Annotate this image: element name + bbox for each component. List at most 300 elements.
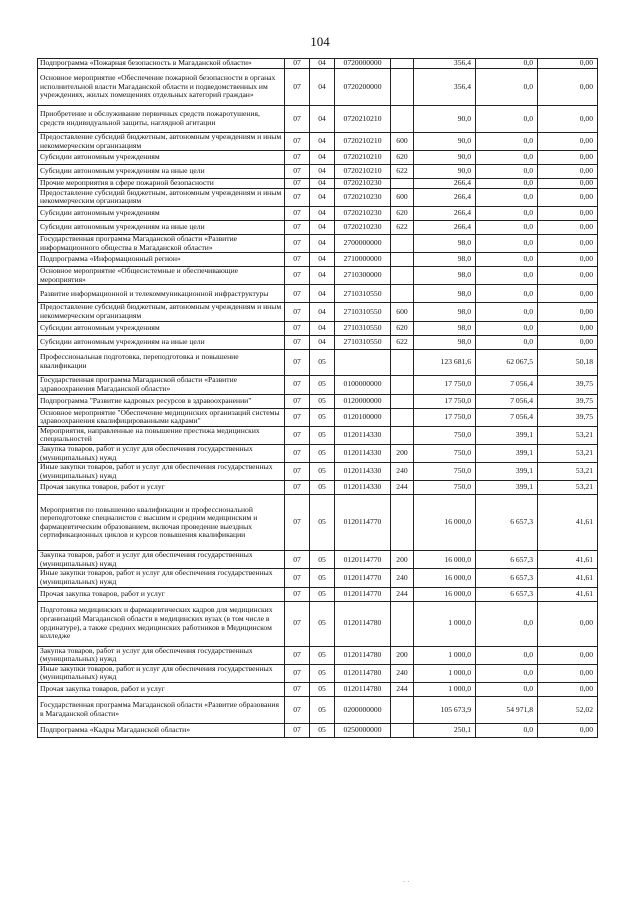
row-planned: 1 000,0 <box>414 664 476 682</box>
row-section: 07 <box>285 285 310 303</box>
row-expense-type: 600 <box>391 188 414 206</box>
row-name: Субсидии автономным учреждениям на иные цели <box>38 220 285 234</box>
row-expense-type <box>391 179 414 189</box>
row-section: 07 <box>285 303 310 321</box>
row-executed: 0,0 <box>476 724 538 738</box>
row-percent: 0,00 <box>538 133 598 151</box>
row-planned: 90,0 <box>414 165 476 179</box>
row-percent: 50,18 <box>538 349 598 375</box>
row-target-code: 0120114770 <box>335 569 391 587</box>
row-executed: 0,0 <box>476 234 538 252</box>
row-name: Субсидии автономным учреждениям на иные цели <box>38 335 285 349</box>
row-expense-type: 200 <box>391 551 414 569</box>
table-row <box>38 394 598 408</box>
table-row <box>38 551 598 569</box>
row-planned: 750,0 <box>414 481 476 495</box>
row-name: Субсидии автономным учреждениям на иные цели <box>38 165 285 179</box>
row-subsection: 04 <box>310 234 335 252</box>
row-section: 07 <box>285 426 310 444</box>
row-target-code: 0120114780 <box>335 683 391 697</box>
row-executed: 0,0 <box>476 335 538 349</box>
row-target-code: 0720210230 <box>335 220 391 234</box>
row-executed: 0,0 <box>476 206 538 220</box>
row-section: 07 <box>285 151 310 165</box>
row-target-code: 2710000000 <box>335 253 391 267</box>
row-name: Подготовка медицинских и фармацевтических кадров для медицинских организаций Магаданской области в медицинских вузах (в том числе в ординатуре), а также средних медицинских работников в Медицинском колледже <box>38 601 285 646</box>
table-row <box>38 303 598 321</box>
row-target-code: 2710300000 <box>335 267 391 285</box>
table-row <box>38 267 598 285</box>
row-subsection: 05 <box>310 601 335 646</box>
row-section: 07 <box>285 697 310 724</box>
row-percent: 53,21 <box>538 426 598 444</box>
row-subsection: 04 <box>310 220 335 234</box>
row-executed: 6 657,3 <box>476 569 538 587</box>
row-target-code: 0120114780 <box>335 601 391 646</box>
row-planned: 98,0 <box>414 321 476 335</box>
row-expense-type: 620 <box>391 321 414 335</box>
row-name: Государственная программа Магаданской области «Развитие здравоохранения Магаданской области» <box>38 375 285 394</box>
row-name: Предоставление субсидий бюджетным, автономным учреждениям и иным некоммерческим организациям <box>38 133 285 151</box>
row-percent: 0,00 <box>538 234 598 252</box>
row-section: 07 <box>285 646 310 664</box>
row-target-code: 2700000000 <box>335 234 391 252</box>
row-subsection: 05 <box>310 394 335 408</box>
row-planned: 266,4 <box>414 206 476 220</box>
row-section: 07 <box>285 463 310 481</box>
row-planned: 356,4 <box>414 69 476 106</box>
row-executed: 0,0 <box>476 59 538 69</box>
row-subsection: 04 <box>310 206 335 220</box>
row-target-code: 2710310550 <box>335 321 391 335</box>
row-section: 07 <box>285 165 310 179</box>
row-subsection: 04 <box>310 133 335 151</box>
row-planned: 1 000,0 <box>414 601 476 646</box>
row-percent: 0,00 <box>538 206 598 220</box>
row-name: Мероприятия, направленные на повышение престижа медицинских специальностей <box>38 426 285 444</box>
row-percent: 39,75 <box>538 375 598 394</box>
row-percent: 0,00 <box>538 646 598 664</box>
table-row <box>38 188 598 206</box>
row-expense-type <box>391 426 414 444</box>
row-target-code: 0120114780 <box>335 664 391 682</box>
row-subsection: 04 <box>310 253 335 267</box>
row-executed: 0,0 <box>476 321 538 335</box>
row-planned: 17 750,0 <box>414 394 476 408</box>
table-row <box>38 601 598 646</box>
table-row <box>38 253 598 267</box>
row-expense-type <box>391 106 414 133</box>
row-target-code: 0200000000 <box>335 697 391 724</box>
row-executed: 399,1 <box>476 426 538 444</box>
row-target-code: 0720210230 <box>335 188 391 206</box>
row-section: 07 <box>285 724 310 738</box>
row-target-code: 0720210210 <box>335 133 391 151</box>
row-subsection: 05 <box>310 569 335 587</box>
table-row <box>38 481 598 495</box>
row-name: Закупка товаров, работ и услуг для обеспечения государственных (муниципальных) нужд <box>38 551 285 569</box>
row-subsection: 04 <box>310 335 335 349</box>
row-executed: 0,0 <box>476 664 538 682</box>
row-target-code: 0720210230 <box>335 206 391 220</box>
row-expense-type: 200 <box>391 646 414 664</box>
row-target-code: 2710310550 <box>335 335 391 349</box>
row-percent: 0,00 <box>538 179 598 189</box>
row-name: Закупка товаров, работ и услуг для обеспечения государственных (муниципальных) нужд <box>38 444 285 462</box>
row-planned: 356,4 <box>414 59 476 69</box>
row-percent: 0,00 <box>538 724 598 738</box>
row-planned: 266,4 <box>414 179 476 189</box>
row-executed: 0,0 <box>476 165 538 179</box>
row-expense-type: 600 <box>391 303 414 321</box>
scan-mark: · · <box>403 878 410 886</box>
row-executed: 0,0 <box>476 267 538 285</box>
row-target-code: 0720000000 <box>335 59 391 69</box>
row-target-code: 0120114770 <box>335 587 391 601</box>
row-section: 07 <box>285 587 310 601</box>
row-name: Развитие информационной и телекоммуникационной инфраструктуры <box>38 285 285 303</box>
table-row <box>38 463 598 481</box>
row-expense-type <box>391 267 414 285</box>
row-target-code: 0720210210 <box>335 106 391 133</box>
row-section: 07 <box>285 321 310 335</box>
table-row <box>38 444 598 462</box>
row-percent: 53,21 <box>538 463 598 481</box>
row-target-code: 0720210210 <box>335 165 391 179</box>
row-expense-type: 240 <box>391 664 414 682</box>
row-name: Подпрограмма «Кадры Магаданской области» <box>38 724 285 738</box>
row-target-code: 0120100000 <box>335 408 391 426</box>
table-row <box>38 724 598 738</box>
row-executed: 0,0 <box>476 683 538 697</box>
row-subsection: 05 <box>310 481 335 495</box>
row-target-code: 0120114780 <box>335 646 391 664</box>
row-section: 07 <box>285 220 310 234</box>
row-section: 07 <box>285 335 310 349</box>
row-expense-type <box>391 394 414 408</box>
row-expense-type <box>391 285 414 303</box>
row-planned: 98,0 <box>414 285 476 303</box>
row-name: Подпрограмма "Развитие кадровых ресурсов в здравоохранении" <box>38 394 285 408</box>
table-row <box>38 59 598 69</box>
row-expense-type: 622 <box>391 335 414 349</box>
row-section: 07 <box>285 551 310 569</box>
row-planned: 266,4 <box>414 188 476 206</box>
row-section: 07 <box>285 394 310 408</box>
row-name: Прочие мероприятия в сфере пожарной безопасности <box>38 179 285 189</box>
row-planned: 17 750,0 <box>414 375 476 394</box>
row-percent: 41,61 <box>538 587 598 601</box>
row-planned: 1 000,0 <box>414 683 476 697</box>
row-executed: 399,1 <box>476 463 538 481</box>
row-subsection: 05 <box>310 375 335 394</box>
row-expense-type <box>391 724 414 738</box>
row-expense-type <box>391 495 414 551</box>
row-executed: 6 657,3 <box>476 551 538 569</box>
row-expense-type <box>391 59 414 69</box>
row-target-code: 0720210210 <box>335 151 391 165</box>
row-percent: 0,00 <box>538 165 598 179</box>
row-executed: 7 056,4 <box>476 408 538 426</box>
row-percent: 52,02 <box>538 697 598 724</box>
row-section: 07 <box>285 69 310 106</box>
row-expense-type <box>391 349 414 375</box>
row-percent: 0,00 <box>538 664 598 682</box>
table-row <box>38 220 598 234</box>
row-name: Основное мероприятие «Обеспечение пожарной безопасности в органах исполнительной власти Магаданской области и подведомственных им учреждениях, жилых помещениях отдельных категорий граждан» <box>38 69 285 106</box>
table-row <box>38 587 598 601</box>
row-percent: 0,00 <box>538 69 598 106</box>
row-planned: 90,0 <box>414 151 476 165</box>
row-subsection: 04 <box>310 303 335 321</box>
row-planned: 266,4 <box>414 220 476 234</box>
table-row <box>38 664 598 682</box>
row-percent: 41,61 <box>538 495 598 551</box>
table-row <box>38 206 598 220</box>
row-target-code: 2710310550 <box>335 285 391 303</box>
row-expense-type: 622 <box>391 220 414 234</box>
table-row <box>38 106 598 133</box>
row-name: Иные закупки товаров, работ и услуг для обеспечения государственных (муниципальных) нужд <box>38 569 285 587</box>
row-percent: 0,00 <box>538 253 598 267</box>
row-executed: 0,0 <box>476 646 538 664</box>
row-target-code: 0120114770 <box>335 551 391 569</box>
row-name: Основное мероприятие "Обеспечение медицинских организаций системы здравоохранения квалифицированными кадрами" <box>38 408 285 426</box>
row-executed: 0,0 <box>476 253 538 267</box>
row-name: Государственная программа Магаданской области «Развитие образования в Магаданской области» <box>38 697 285 724</box>
row-percent: 41,61 <box>538 551 598 569</box>
row-expense-type <box>391 375 414 394</box>
row-subsection: 05 <box>310 683 335 697</box>
row-executed: 0,0 <box>476 285 538 303</box>
row-subsection: 04 <box>310 285 335 303</box>
row-percent: 41,61 <box>538 569 598 587</box>
row-target-code: 0720210230 <box>335 179 391 189</box>
table-row <box>38 69 598 106</box>
row-expense-type: 240 <box>391 569 414 587</box>
row-percent: 0,00 <box>538 601 598 646</box>
row-subsection: 04 <box>310 165 335 179</box>
row-expense-type: 622 <box>391 165 414 179</box>
row-executed: 0,0 <box>476 303 538 321</box>
row-executed: 399,1 <box>476 444 538 462</box>
table-row <box>38 569 598 587</box>
row-subsection: 04 <box>310 106 335 133</box>
table-row <box>38 375 598 394</box>
table-row <box>38 234 598 252</box>
row-section: 07 <box>285 59 310 69</box>
row-planned: 98,0 <box>414 267 476 285</box>
row-subsection: 04 <box>310 188 335 206</box>
row-executed: 54 971,8 <box>476 697 538 724</box>
row-name: Подпрограмма «Пожарная безопасность в Магаданской области» <box>38 59 285 69</box>
row-section: 07 <box>285 267 310 285</box>
row-subsection: 05 <box>310 495 335 551</box>
row-expense-type <box>391 697 414 724</box>
row-expense-type <box>391 69 414 106</box>
row-planned: 16 000,0 <box>414 495 476 551</box>
row-subsection: 05 <box>310 664 335 682</box>
row-section: 07 <box>285 234 310 252</box>
row-executed: 7 056,4 <box>476 375 538 394</box>
row-subsection: 05 <box>310 408 335 426</box>
row-percent: 53,21 <box>538 444 598 462</box>
table-row <box>38 408 598 426</box>
row-percent: 0,00 <box>538 220 598 234</box>
row-section: 07 <box>285 495 310 551</box>
row-expense-type <box>391 408 414 426</box>
row-planned: 750,0 <box>414 426 476 444</box>
row-expense-type <box>391 234 414 252</box>
row-executed: 0,0 <box>476 601 538 646</box>
row-name: Иные закупки товаров, работ и услуг для обеспечения государственных (муниципальных) нужд <box>38 463 285 481</box>
row-expense-type: 244 <box>391 587 414 601</box>
row-section: 07 <box>285 179 310 189</box>
row-planned: 98,0 <box>414 253 476 267</box>
table-row <box>38 697 598 724</box>
row-expense-type: 244 <box>391 481 414 495</box>
row-subsection: 05 <box>310 646 335 664</box>
row-subsection: 05 <box>310 551 335 569</box>
table-row <box>38 285 598 303</box>
row-percent: 0,00 <box>538 188 598 206</box>
row-name: Предоставление субсидий бюджетным, автономным учреждениям и иным некоммерческим организациям <box>38 303 285 321</box>
row-planned: 90,0 <box>414 106 476 133</box>
row-section: 07 <box>285 444 310 462</box>
page-number: 104 <box>310 34 330 49</box>
row-planned: 90,0 <box>414 133 476 151</box>
table-row <box>38 335 598 349</box>
row-section: 07 <box>285 188 310 206</box>
table-row <box>38 321 598 335</box>
row-section: 07 <box>285 408 310 426</box>
row-subsection: 04 <box>310 321 335 335</box>
row-section: 07 <box>285 481 310 495</box>
row-executed: 0,0 <box>476 220 538 234</box>
row-percent: 53,21 <box>538 481 598 495</box>
row-subsection: 05 <box>310 697 335 724</box>
row-planned: 250,1 <box>414 724 476 738</box>
row-name: Иные закупки товаров, работ и услуг для обеспечения государственных (муниципальных) нужд <box>38 664 285 682</box>
row-target-code: 2710310550 <box>335 303 391 321</box>
row-planned: 98,0 <box>414 234 476 252</box>
row-planned: 98,0 <box>414 335 476 349</box>
row-percent: 39,75 <box>538 408 598 426</box>
row-expense-type: 620 <box>391 206 414 220</box>
row-executed: 399,1 <box>476 481 538 495</box>
row-percent: 0,00 <box>538 321 598 335</box>
row-target-code <box>335 349 391 375</box>
row-expense-type: 200 <box>391 444 414 462</box>
row-name: Мероприятия по повышению квалификации и профессиональной переподготовке специалистов с высшим и средним медицинским и фармацевтическим образованием, включая проведение выездных сертификационных циклов и курсов повышения квалификации <box>38 495 285 551</box>
row-subsection: 05 <box>310 349 335 375</box>
row-subsection: 05 <box>310 426 335 444</box>
row-section: 07 <box>285 206 310 220</box>
row-planned: 98,0 <box>414 303 476 321</box>
row-executed: 0,0 <box>476 69 538 106</box>
row-name: Предоставление субсидий бюджетным, автономным учреждениям и иным некоммерческим организациям <box>38 188 285 206</box>
row-name: Профессиональная подготовка, переподготовка и повышение квалификации <box>38 349 285 375</box>
row-percent: 39,75 <box>538 394 598 408</box>
row-section: 07 <box>285 375 310 394</box>
row-percent: 0,00 <box>538 285 598 303</box>
row-percent: 0,00 <box>538 59 598 69</box>
row-section: 07 <box>285 133 310 151</box>
row-subsection: 05 <box>310 724 335 738</box>
row-executed: 62 067,5 <box>476 349 538 375</box>
row-planned: 750,0 <box>414 444 476 462</box>
row-target-code: 0100000000 <box>335 375 391 394</box>
row-planned: 750,0 <box>414 463 476 481</box>
row-name: Основное мероприятие «Общесистемные и обеспечивающие мероприятия» <box>38 267 285 285</box>
row-executed: 6 657,3 <box>476 587 538 601</box>
row-percent: 0,00 <box>538 303 598 321</box>
row-target-code: 0250000000 <box>335 724 391 738</box>
row-percent: 0,00 <box>538 267 598 285</box>
row-name: Подпрограмма «Информационный регион» <box>38 253 285 267</box>
table-row <box>38 179 598 189</box>
row-name: Субсидии автономным учреждениям <box>38 206 285 220</box>
row-expense-type: 620 <box>391 151 414 165</box>
row-percent: 0,00 <box>538 335 598 349</box>
row-target-code: 0120114330 <box>335 481 391 495</box>
row-target-code: 0120114330 <box>335 444 391 462</box>
row-section: 07 <box>285 601 310 646</box>
table-row <box>38 495 598 551</box>
row-expense-type: 240 <box>391 463 414 481</box>
row-target-code: 0120000000 <box>335 394 391 408</box>
row-subsection: 05 <box>310 444 335 462</box>
row-target-code: 0120114770 <box>335 495 391 551</box>
row-executed: 7 056,4 <box>476 394 538 408</box>
row-subsection: 04 <box>310 151 335 165</box>
row-subsection: 04 <box>310 59 335 69</box>
row-section: 07 <box>285 683 310 697</box>
row-planned: 17 750,0 <box>414 408 476 426</box>
row-target-code: 0120114330 <box>335 426 391 444</box>
row-executed: 0,0 <box>476 151 538 165</box>
table-row <box>38 151 598 165</box>
row-section: 07 <box>285 106 310 133</box>
table-row <box>38 683 598 697</box>
row-section: 07 <box>285 253 310 267</box>
row-section: 07 <box>285 664 310 682</box>
row-name: Государственная программа Магаданской области «Развитие информационного общества в Магаданской области» <box>38 234 285 252</box>
row-subsection: 04 <box>310 267 335 285</box>
row-executed: 0,0 <box>476 106 538 133</box>
row-executed: 6 657,3 <box>476 495 538 551</box>
table-row <box>38 165 598 179</box>
row-subsection: 05 <box>310 587 335 601</box>
row-expense-type: 600 <box>391 133 414 151</box>
row-name: Прочая закупка товаров, работ и услуг <box>38 481 285 495</box>
row-name: Субсидии автономным учреждениям <box>38 151 285 165</box>
row-executed: 0,0 <box>476 179 538 189</box>
table-row <box>38 349 598 375</box>
budget-table <box>37 58 598 738</box>
row-expense-type: 244 <box>391 683 414 697</box>
table-row <box>38 646 598 664</box>
table-row <box>38 133 598 151</box>
row-target-code: 0720200000 <box>335 69 391 106</box>
row-percent: 0,00 <box>538 151 598 165</box>
row-planned: 105 673,9 <box>414 697 476 724</box>
row-percent: 0,00 <box>538 106 598 133</box>
row-target-code: 0120114330 <box>335 463 391 481</box>
row-planned: 16 000,0 <box>414 551 476 569</box>
row-name: Прочая закупка товаров, работ и услуг <box>38 683 285 697</box>
row-planned: 1 000,0 <box>414 646 476 664</box>
